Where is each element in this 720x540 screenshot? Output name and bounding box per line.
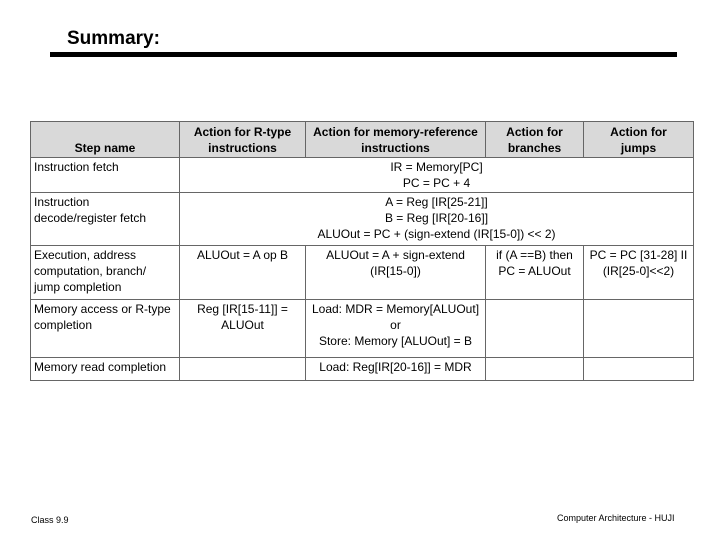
- memory-access-branch: [486, 300, 584, 358]
- header-jumps: Action for jumps: [584, 122, 694, 158]
- memory-read-jump: [584, 358, 694, 381]
- step-execution: Execution, address computation, branch/ jump completion: [31, 246, 180, 300]
- footer-class-number: Class 9.9: [31, 515, 69, 525]
- step-instruction-fetch: Instruction fetch: [31, 158, 180, 193]
- memory-access-jump: [584, 300, 694, 358]
- row-decode: [31, 193, 694, 246]
- title-divider: [50, 52, 677, 57]
- execution-jump: PC = PC [31-28] II (IR[25-0]<<2): [584, 246, 694, 300]
- execution-branch: if (A ==B) then PC = ALUOut: [486, 246, 584, 300]
- memory-access-rtype: Reg [IR[15-11]] = ALUOut: [180, 300, 306, 358]
- header-step-name: Step name: [31, 122, 180, 158]
- step-memory-read: Memory read completion: [31, 358, 180, 381]
- memory-read-memory-reference: Load: Reg[IR[20-16]] = MDR: [306, 358, 486, 381]
- slide-title: Summary:: [67, 28, 160, 49]
- summary-table: [30, 121, 694, 381]
- memory-read-rtype: [180, 358, 306, 381]
- decode-action: A = Reg [IR[25-21]] B = Reg [IR[20-16]] ALUOut = PC + (sign-extend (IR[15-0]) << 2): [180, 193, 694, 246]
- footer-course-name: Computer Architecture - HUJI: [557, 513, 675, 523]
- memory-read-branch: [486, 358, 584, 381]
- step-memory-access: Memory access or R-type completion: [31, 300, 180, 358]
- row-memory-read: [31, 358, 694, 381]
- header-row: [31, 122, 694, 158]
- memory-access-memory-reference: Load: MDR = Memory[ALUOut] or Store: Memory [ALUOut] = B: [306, 300, 486, 358]
- header-rtype: Action for R-type instructions: [180, 122, 306, 158]
- fetch-action: IR = Memory[PC] PC = PC + 4: [180, 158, 694, 193]
- execution-memory-reference: ALUOut = A + sign-extend (IR[15-0]): [306, 246, 486, 300]
- header-branches: Action for branches: [486, 122, 584, 158]
- row-memory-access: [31, 300, 694, 358]
- execution-rtype: ALUOut = A op B: [180, 246, 306, 300]
- row-instruction-fetch: [31, 158, 694, 193]
- step-decode: Instruction decode/register fetch: [31, 193, 180, 246]
- row-execution: [31, 246, 694, 300]
- header-memory-reference: Action for memory-reference instructions: [306, 122, 486, 158]
